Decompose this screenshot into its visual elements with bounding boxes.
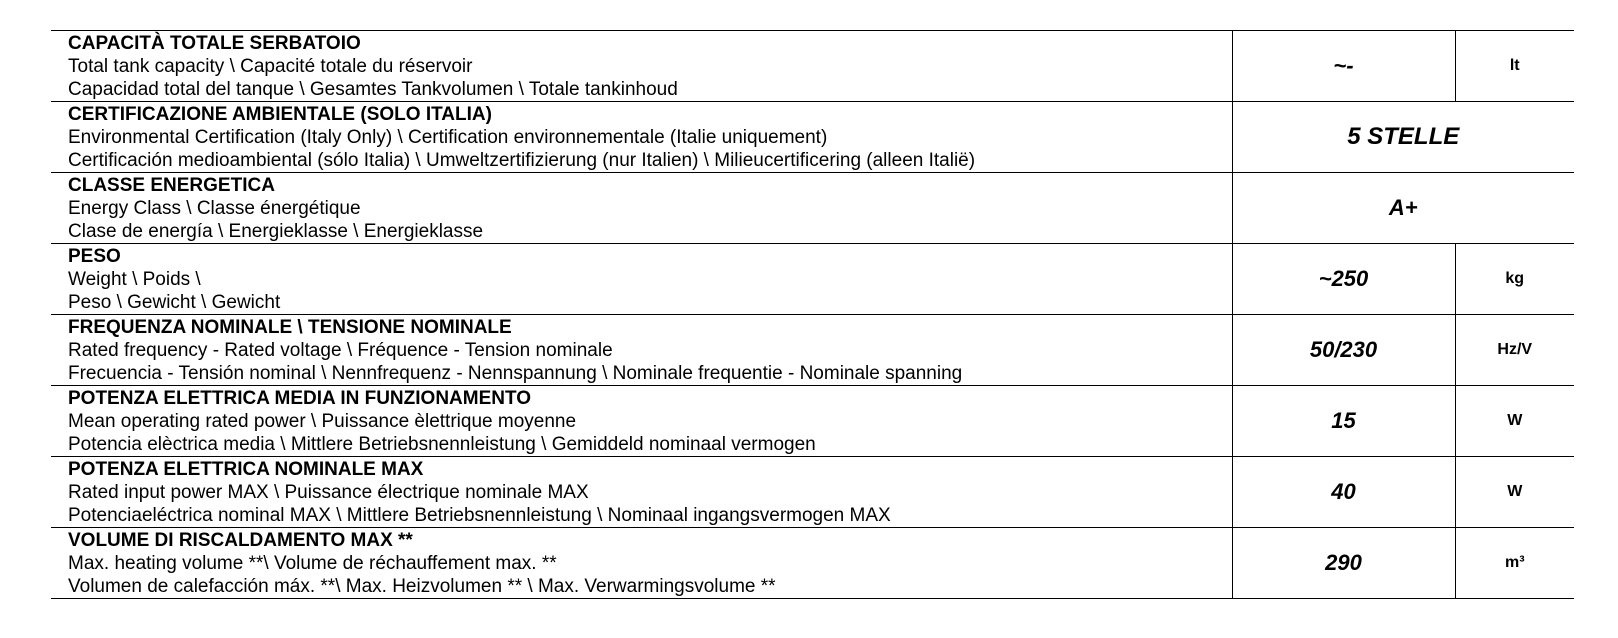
spec-label [51,315,1232,386]
spec-title: VOLUME DI RISCALDAMENTO MAX ** [68,529,413,551]
spec-value: ~250 [1232,244,1455,315]
spec-unit: lt [1455,31,1574,102]
spec-row-frequency-voltage [51,315,1574,386]
spec-line: Frecuencia - Tensión nominal \ Nennfrequenz - Nennspannung \ Nominale frequentie - Nominale spanning [68,362,963,384]
spec-line: Clase de energía \ Energieklasse \ Energieklasse [68,220,484,242]
spec-line: Energy Class \ Classe énergétique [68,197,361,219]
spec-line: Max. heating volume **\ Volume de réchauffement max. ** [68,552,557,574]
spec-row-max-power [51,457,1574,528]
spec-value: 5 STELLE [1232,102,1574,173]
spec-label [51,528,1232,599]
spec-line: Potenciaeléctrica nominal MAX \ Mittlere Betriebsnennleistung \ Nominaal ingangsvermogen MAX [68,504,891,526]
spec-title: FREQUENZA NOMINALE \ TENSIONE NOMINALE [68,316,512,338]
spec-row-mean-power [51,386,1574,457]
spec-title: CAPACITÀ TOTALE SERBATOIO [68,32,361,54]
spec-value: 290 [1232,528,1455,599]
spec-row-weight [51,244,1574,315]
spec-line: Weight \ Poids \ [68,268,201,290]
spec-table [51,30,1574,599]
spec-row-heating-volume [51,528,1574,599]
spec-title: POTENZA ELETTRICA MEDIA IN FUNZIONAMENTO [68,387,532,409]
spec-label [51,31,1232,102]
spec-value: 15 [1232,386,1455,457]
spec-value: 50/230 [1232,315,1455,386]
spec-line: Potencia elèctrica media \ Mittlere Betriebsnennleistung \ Gemiddeld nominaal vermogen [68,433,816,455]
spec-title: PESO [68,245,121,267]
spec-label [51,457,1232,528]
spec-label [51,244,1232,315]
spec-row-tank-capacity [51,31,1574,102]
spec-line: Peso \ Gewicht \ Gewicht [68,291,281,313]
spec-line: Volumen de calefacción máx. **\ Max. Heizvolumen ** \ Max. Verwarmingsvolume ** [68,575,776,597]
spec-line: Rated input power MAX \ Puissance électrique nominale MAX [68,481,589,503]
spec-value: ~- [1232,31,1455,102]
spec-line: Certificación medioambiental (sólo Italia) \ Umweltzertifizierung (nur Italien) \ Milieucertificering (alleen Italië) [68,149,976,171]
spec-unit: m³ [1455,528,1574,599]
spec-label [51,102,1232,173]
spec-unit: W [1455,457,1574,528]
spec-unit: Hz/V [1455,315,1574,386]
spec-line: Rated frequency - Rated voltage \ Fréquence - Tension nominale [68,339,613,361]
spec-label [51,173,1232,244]
spec-row-energy-class [51,173,1574,244]
spec-title: POTENZA ELETTRICA NOMINALE MAX [68,458,424,480]
spec-value: A+ [1232,173,1574,244]
spec-value: 40 [1232,457,1455,528]
spec-title: CERTIFICAZIONE AMBIENTALE (SOLO ITALIA) [68,103,492,125]
spec-label [51,386,1232,457]
spec-unit: kg [1455,244,1574,315]
spec-title: CLASSE ENERGETICA [68,174,275,196]
spec-unit: W [1455,386,1574,457]
spec-line: Environmental Certification (Italy Only) \ Certification environnementale (Italie uniquement) [68,126,828,148]
spec-line: Total tank capacity \ Capacité totale du réservoir [68,55,473,77]
spec-row-environmental-certification [51,102,1574,173]
spec-line: Capacidad total del tanque \ Gesamtes Tankvolumen \ Totale tankinhoud [68,78,678,100]
spec-line: Mean operating rated power \ Puissance èlettrique moyenne [68,410,577,432]
